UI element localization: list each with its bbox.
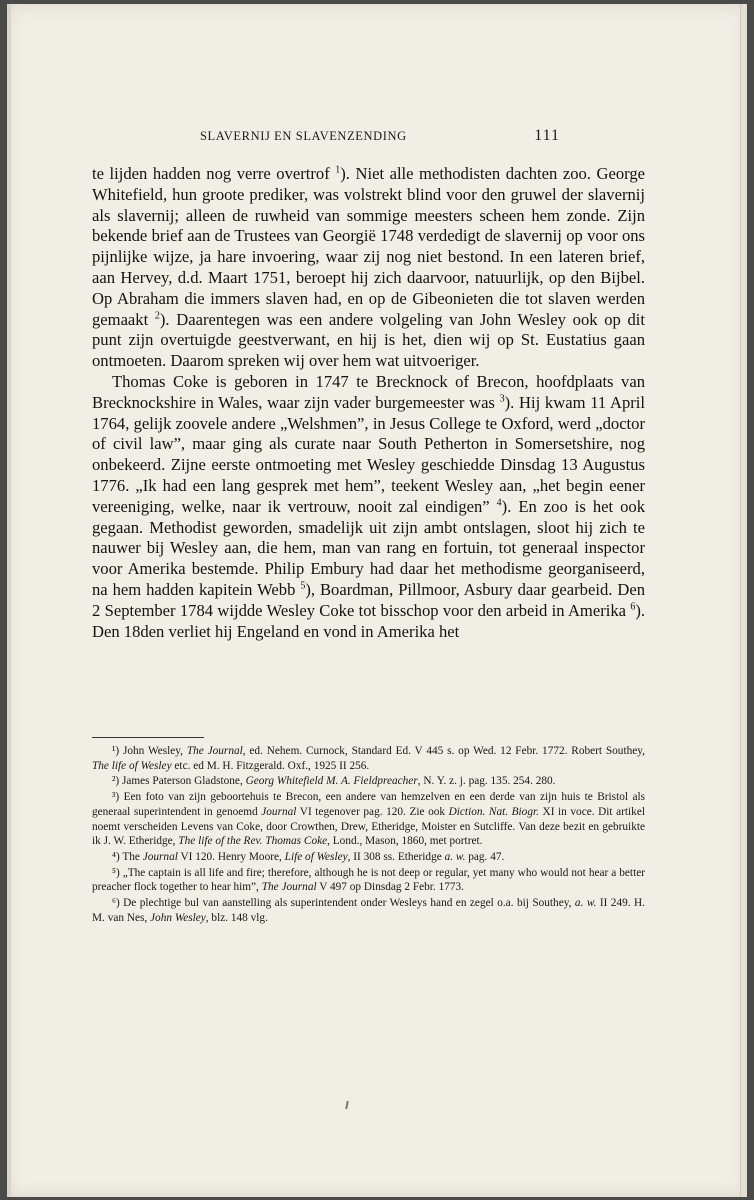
text-run: ). Den 18den verliet hij Engeland en vond in Amerika het [92, 600, 645, 641]
text-run: te lijden hadden nog verre overtrof [92, 164, 336, 183]
text-run: ). Daarentegen was een andere volgeling van John Wesley ook op dit punt zijn overtuigde geestverwant, en hij is het, dien wij op St. Eustatius gaan ontmoeten. Daarom spreken wij over hem wat uitvoeriger. [92, 309, 645, 371]
footnote [92, 896, 645, 925]
italic-title: Journal [142, 850, 178, 863]
page-number: 111 [534, 127, 560, 144]
text-run: ⁵) „The captain is all life and fire; therefore, although he is not deep or regular, yet many who would not hear a better preacher flock together to hear him”, [92, 866, 645, 894]
page-mark [345, 1101, 349, 1109]
text-run: VI 120. Henry Moore, [177, 850, 285, 863]
footnote [92, 774, 645, 789]
text-run: ). En zoo is het ook gegaan. Methodist geworden, smadelijk uit zijn ambt ontslagen, sloot hij zich te nauwer bij Wesley aan, die hem, man van rang en fortuin, tot generaal inspector voor Amerika bestemde. Philip Embury had daar het methodisme georganiseerd, na hem hadden kapitein Webb [92, 496, 645, 599]
footnote [92, 866, 645, 895]
text-run: etc. ed M. H. Fitzgerald. Oxf., 1925 II 256. [171, 759, 370, 772]
footnote [92, 744, 645, 773]
text-run: ). Niet alle methodisten dachten zoo. George Whitefield, hun groote prediker, was volstrekt blind voor den gruwel der slavernij als slavernij; alleen de ruwheid van sommige meesters scheen hem zonde. Zijn bekende brief aan de Trustees van Georgië 1748 verdedigt de slavernij op voor ons pijnlijke wijze, ja hare invoering, waar zij nog niet bestond. In een lateren brief, aan Hervey, d.d. Maart 1751, beroept hij zich daarvoor, natuurlijk, op den Bijbel. Op Abraham die immers slaven had, en op de Gibeonieten die tot slaven werden gemaakt [92, 164, 645, 329]
footnote-ref: 5 [300, 580, 306, 592]
italic-title: John Wesley [150, 911, 206, 924]
italic-title: The Journal [186, 745, 243, 757]
text-run: ). Hij kwam 11 April 1764, gelijk zoovele andere „Welshmen”, in Jesus College te Oxford, werd „doctor of civil law”, maar ging als curate naar South Petherton in Somersetshire, nog onbekeerd. Zijne eerste ontmoeting met Wesley geschiedde Dinsdag 13 Augustus 1776. „Ik had een lang gesprek met hem”, teekent Wesley aan, „het begin eener vereeniging, welke, naar ik vertrouw, nooit zal eindigen” [92, 392, 645, 516]
text-run: , N. Y. z. j. pag. 135. 254. 280. [417, 775, 556, 788]
text-run: VI tegenover pag. 120. Zie ook [296, 805, 449, 818]
italic-title: The Journal [261, 881, 317, 894]
footnote [92, 850, 645, 865]
italic-title: Journal [261, 805, 297, 818]
footnote-ref: 1 [335, 164, 341, 176]
text-run: ¹) John Wesley, [112, 745, 187, 757]
text-run: ³) Een foto van zijn geboortehuis te Brecon, een andere van hemzelven en een derde van zijn huis te Bristol als generaal superintendent in genoemd [92, 791, 645, 818]
text-run: ⁴) The [112, 850, 143, 863]
italic-title: Life of Wesley [284, 850, 348, 863]
italic-title: a. w. [444, 850, 466, 863]
italic-title: a. w. [574, 897, 597, 910]
footnotes [92, 744, 645, 926]
text-run: ⁶) De plechtige bul van aanstelling als superintendent onder Wesleys hand en zegel o.a. bij Southey, [112, 897, 575, 910]
page-header [200, 127, 560, 145]
text-run: ²) James Paterson Gladstone, [112, 775, 246, 788]
italic-title: The life of the Rev. Thomas Coke [178, 835, 328, 848]
footnote-ref: 3 [499, 393, 505, 405]
footnote-ref: 4 [496, 497, 502, 509]
footnote-ref: 6 [630, 601, 636, 613]
body-paragraph [92, 164, 645, 372]
text-run: , Lond., Mason, 1860, met portret. [327, 835, 483, 848]
page-left-edge [7, 4, 11, 1197]
text-run: pag. 47. [465, 850, 505, 863]
book-page [7, 4, 747, 1197]
footnote-rule [92, 737, 204, 738]
text-run: ), Boardman, Pillmoor, Asbury daar gearbeid. Den 2 September 1784 wijdde Wesley Coke tot bisschop voor den arbeid in Amerika [92, 579, 645, 620]
footnote [92, 790, 645, 849]
footnote-ref: 2 [154, 310, 160, 322]
text-run: , II 308 ss. Etheridge [347, 850, 445, 863]
page-right-edge [740, 4, 747, 1197]
text-run: , blz. 148 vlg. [205, 911, 268, 924]
running-title: SLAVERNIJ EN SLAVENZENDING [200, 129, 407, 143]
italic-title: The life of Wesley [92, 759, 172, 772]
text-run: II 249. H. M. van Nes, [92, 897, 646, 924]
body-text [92, 164, 645, 642]
text-run: XI in voce. Dit artikel noemt verscheiden Levens van Coke, door Crowthen, Drew, Etheridge, Moister en Sutcliffe. Van deze bezit en gebruikte ik J. W. Etheridge, [92, 805, 645, 848]
text-run: V 497 op Dinsdag 2 Febr. 1773. [316, 881, 464, 894]
text-run: , ed. Nehem. Curnock, Standard Ed. V 445 s. op Wed. 12 Febr. 1772. Robert Southey, [242, 745, 645, 757]
body-paragraph [92, 372, 645, 642]
text-run: Thomas Coke is geboren in 1747 te Brecknock of Brecon, hoofdplaats van Brecknockshire in Wales, waar zijn vader burgemeester was [92, 371, 645, 412]
italic-title: Diction. Nat. Biogr. [448, 805, 539, 818]
italic-title: Georg Whitefield M. A. Fieldpreacher [245, 775, 418, 788]
